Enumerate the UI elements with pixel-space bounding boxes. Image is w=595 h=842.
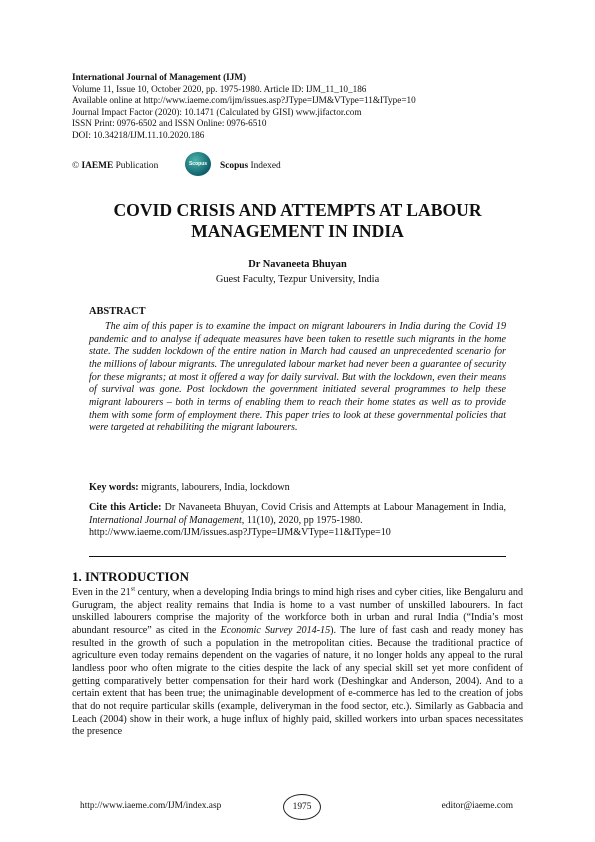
intro-text-part2: ). The lure of fast cash and ready money has resulted in the growth of such a population in the metropolitan cities. Because the traditional practice of agriculture even today remains dependent on the vagaries of nature, it no longer holds any appeal to the rural landless poor who often migrate to the cities despite the lack of any special skill set yet more confident of getting comparatively better compensation for their hard work (Deshingkar and Anderson, 2004). And to a certain extent that has been true; the unimaginable development of e-commerce has led to the creation of jobs that do not require particular skills (example, deliveryman in the food sector, etc.). Similarly as Gabbacia and Leach (2004) show in their work, a huge influx of highly paid, skilled workers into urban spaces necessitates the presence [72,624,523,738]
issn-line: ISSN Print: 0976-6502 and ISSN Online: 0976-6510 [72,118,267,129]
abstract-heading: ABSTRACT [89,306,146,317]
impact-factor-line: Journal Impact Factor (2020): 10.1471 (Calculated by GISI) www.jifactor.com [72,106,362,117]
scopus-logo-icon [185,152,211,176]
title-line-1: COVID CRISIS AND ATTEMPTS AT LABOUR [113,200,482,220]
available-online-line: Available online at http://www.iaeme.com/ijm/issues.asp?JType=IJM&VType=11&IType=10 [72,95,416,106]
footer-email[interactable]: editor@iaeme.com [441,801,513,811]
section-heading-introduction: 1. INTRODUCTION [72,569,190,584]
intro-superscript: st [130,585,136,593]
author-name: Dr Navaneeta Bhuyan [248,259,347,270]
cite-text: Dr Navaneeta Bhuyan, Covid Crisis and Attempts at Labour Management in India, [164,502,506,513]
cite-journal: International Journal of Management [89,514,242,526]
intro-italic-citation: Economic Survey 2014-15 [220,624,331,636]
publisher-credit [72,161,158,171]
journal-name: International Journal of Management (IJM) [72,72,247,82]
cite-url[interactable]: http://www.iaeme.com/IJM/issues.asp?JType=IJM&VType=11&IType=10 [89,527,391,539]
article-title [60,200,535,242]
publisher-row [72,152,532,178]
journal-metadata [72,72,532,142]
page-number [283,794,321,820]
copyright-symbol: © [72,161,80,171]
page-footer [72,794,523,824]
indexed-label: Indexed [250,161,281,171]
cite-details: , 11(10), 2020, pp 1975-1980. [241,514,363,526]
cite-label: Cite this Article: [89,502,162,513]
keywords [89,482,506,493]
doi-line: DOI: 10.34218/IJM.11.10.2020.186 [72,129,205,140]
footer-url[interactable]: http://www.iaeme.com/IJM/index.asp [80,801,222,811]
keywords-label: Key words: [89,482,139,493]
volume-line: Volume 11, Issue 10, October 2020, pp. 1975-1980. Article ID: IJM_11_10_186 [72,83,367,94]
abstract-text: The aim of this paper is to examine the impact on migrant labourers in India during the Covid 19 pandemic and to analyse if adequate measures have been taken to resettle such migrants in the home state. The sudden lockdown of the entire nation in March had caused an unprecedented scenario for the millions of labour migrants. The unregulated labour market had never been a guarantee of security for these migrants; at most it offered a way for daily survival. But with the lockdown, even their means of survival was gone. Post lockdown the government initiated several programmes to help these migrant labourers – both in terms of enabling them to reach their home states as well as to provide them with some form of employment there. This paper tries to look at these governmental policies that were targeted at rehabiliting the migrant labourers. [89,321,506,434]
divider [89,556,506,557]
title-line-2: MANAGEMENT IN INDIA [191,221,404,241]
scopus-label: Scopus [220,161,249,171]
introduction-paragraph [72,587,523,739]
intro-text-part1: century, when a developing India brings to mind high rises and cyber cities, like Bengaluru and Gurugram, the abject reality remains that India is home to a vast number of unskilled labourers. In fact unskilled labourers comprise the majority of the workforce both in urban and rural India (“India’s most abundant resource” as cited in the [72,587,524,636]
page-number-text: 1975 [292,802,312,812]
publisher-suffix: Publication [115,161,159,171]
keywords-text: migrants, labourers, India, lockdown [141,482,290,493]
intro-text-start: Even in the 21 [72,587,131,598]
scopus-indexed [220,161,281,171]
author-affiliation: Guest Faculty, Tezpur University, India [215,274,380,285]
citation-block [89,502,506,540]
scopus-logo-text: Scopus [188,161,208,167]
publisher-name: IAEME [81,161,114,171]
